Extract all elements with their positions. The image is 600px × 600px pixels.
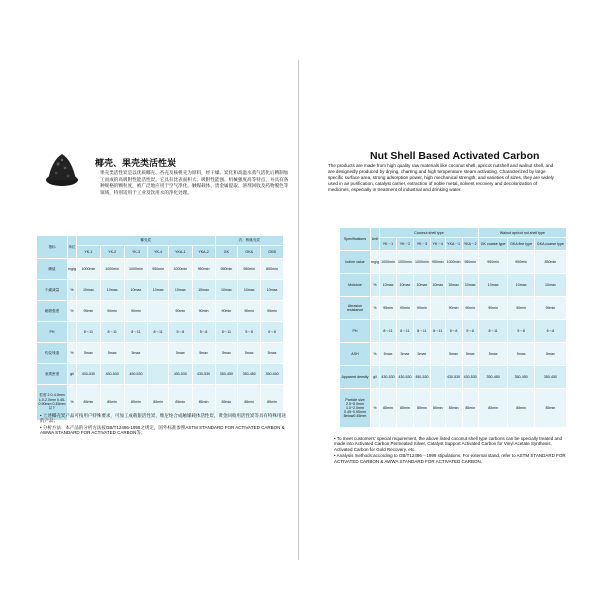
table-cell: 5max — [215, 343, 238, 364]
table-cell: 90min — [238, 301, 261, 322]
column-header: YKA-2 — [192, 246, 215, 259]
table-cell: 5max — [261, 343, 284, 364]
table-cell: 10max — [462, 274, 478, 297]
table-cell: 85min — [430, 389, 445, 428]
left-page — [30, 90, 298, 520]
table-cell: 5max — [100, 343, 124, 364]
table-cell: 10max — [100, 280, 124, 301]
table-cell: g/l — [68, 364, 77, 385]
table-cell: 85min — [148, 385, 169, 421]
table-row — [340, 320, 567, 343]
table-cell: 1000min — [124, 259, 148, 280]
column-header: Unit — [371, 228, 380, 251]
table-cell: 10max — [261, 280, 284, 301]
column-header: YK-1 — [77, 246, 101, 259]
table-cell: 1000min — [445, 251, 462, 274]
table-cell: 5max — [445, 343, 462, 366]
table-cell: 850min — [261, 259, 284, 280]
table-cell: 10max — [215, 280, 238, 301]
table-cell: 85min — [445, 389, 462, 428]
table-cell: % — [371, 274, 380, 297]
table-cell: 10max — [413, 274, 430, 297]
table-cell: 5～8 — [508, 320, 534, 343]
table-cell: 90min — [445, 297, 462, 320]
column-header: YKA-1 — [168, 246, 192, 259]
column-header: GKB — [261, 246, 284, 259]
table-cell: 8～11 — [124, 322, 148, 343]
table-cell: 5max — [534, 343, 566, 366]
row-label: 耐磨强度 — [37, 301, 68, 322]
table-cell: 10max — [238, 280, 261, 301]
table-cell: 90min — [508, 297, 534, 320]
group-header: Walnut apricot nut shell type — [478, 228, 566, 238]
column-header: YK－2 — [396, 238, 413, 251]
table-cell: 1000min — [396, 251, 413, 274]
column-header: Specifications — [340, 228, 371, 251]
column-header: YK-3 — [124, 246, 148, 259]
table-cell: 90min — [168, 301, 192, 322]
table-cell: 430-530 — [77, 364, 101, 385]
table-cell: 950min — [430, 251, 445, 274]
row-label: PH — [37, 322, 68, 343]
group-header: 杏、核桃壳炭 — [215, 236, 284, 246]
table-row — [340, 389, 567, 428]
table-cell: 1000min — [380, 251, 397, 274]
table-cell: 8～11 — [148, 322, 169, 343]
table-cell: 430-530 — [462, 366, 478, 389]
table-cell: 1000min — [77, 259, 101, 280]
column-header: GK — [215, 246, 238, 259]
table-cell: 10max — [124, 280, 148, 301]
table-cell: 90min — [100, 301, 124, 322]
row-label: Moisture — [340, 274, 371, 297]
table-cell: 90min — [192, 301, 215, 322]
row-label: Abrasion resistance — [340, 297, 371, 320]
carbon-pellets-image — [38, 150, 86, 190]
table-cell: 95min — [261, 301, 284, 322]
table-cell: 6～8 — [261, 322, 284, 343]
table-cell: 85min — [168, 385, 192, 421]
table-cell: % — [68, 385, 77, 421]
table-cell: 85min — [396, 389, 413, 428]
table-cell: 1000min — [413, 251, 430, 274]
table-cell: 10max — [192, 280, 215, 301]
table-cell: 85min — [261, 385, 284, 421]
row-label: Apparent density — [340, 366, 371, 389]
table-cell: 5～8 — [168, 322, 192, 343]
table-cell: % — [68, 301, 77, 322]
table-cell: 5max — [478, 343, 508, 366]
column-header: GKA coarse type — [534, 238, 566, 251]
table-cell: 10max — [168, 280, 192, 301]
table-row — [37, 301, 284, 322]
table-cell: 450-530 — [124, 364, 148, 385]
table-cell: 1000min — [168, 259, 192, 280]
intro-paragraph: The products are made from high quality raw materials like coconut shell, apricot nutshell and walnut shell, and are designedly produced by drying, charring and high temperature steam activating. Characterized by large specific surface area, strong adsorption power, high mechanical strength, and varieties of sizes, they are widely used in air purification, catalyst carrier, extraction of noble metal, solvent recovery and decolorization of medicines, especially in treatment of industrial and drinking water. — [328, 163, 554, 192]
table-cell: 5max — [168, 343, 192, 364]
table-cell: 85min — [192, 385, 215, 421]
table-cell: 350-450 — [261, 364, 284, 385]
table-cell: 85min — [534, 389, 566, 428]
row-label: PH — [340, 320, 371, 343]
table-cell: 430-530 — [100, 364, 124, 385]
table-cell: mg/g — [371, 251, 380, 274]
column-header: YK－3 — [413, 238, 430, 251]
page-title: Nut Shell Based Activated Carbon — [370, 150, 540, 162]
column-header: GKA fine type — [508, 238, 534, 251]
page-title: 椰壳、果壳类活性炭 — [95, 158, 177, 168]
table-cell — [430, 343, 445, 366]
table-cell: 5max — [380, 343, 397, 366]
table-cell: 5max — [192, 343, 215, 364]
row-label: Iodine value — [340, 251, 371, 274]
table-cell: 10max — [77, 280, 101, 301]
table-cell: 350-450 — [215, 364, 238, 385]
notes — [40, 413, 290, 437]
table-row — [340, 274, 567, 297]
table-row — [340, 297, 567, 320]
table-cell — [148, 301, 169, 322]
table-cell: % — [68, 343, 77, 364]
table-cell: 95min — [77, 301, 101, 322]
table-cell: 85min — [380, 389, 397, 428]
table-cell: 5max — [238, 343, 261, 364]
table-cell: 8～11 — [396, 320, 413, 343]
row-label: 灼烧残渣 — [37, 343, 68, 364]
spec-table — [36, 235, 284, 421]
note-item: • 分析方法：本产品的分析方法按GB/T12496-1999之规定，国外标准参照ASTM STANDARD FOR ACTIVATED CARBON & AWWA STANDARD FOR ACTIVATED CARBON等； — [40, 424, 285, 436]
table-cell: 10max — [396, 274, 413, 297]
table-cell: 5max — [462, 343, 478, 366]
intro-paragraph: 果壳类活性炭是以优质椰壳、杏壳及核桃壳为原料，经干燥、炭化和高温水蒸气活化后精制加工而成的高吸附性能活性炭。它具有比表面积大、吸附性能强、机械强度高等特点，并具有各种规格的颗粒度，被广泛地应用于空气净化、触媒载体、贵金属提取、溶剂回收及药物脱色等领域，特别适用于工业及饮用水的净化处理。 — [100, 170, 289, 195]
table-cell: 430-530 — [445, 366, 462, 389]
table-cell — [148, 364, 169, 385]
note-item: • To meet customers' special requirement, the above listed coconut shell type carbons can be specially treated and made into Activated Carbon Permeated Silver, Catalyst Support Activated Carbon for Vinyl Acetate Synthesis, Activated Carbon for Gold Recovery, etc. — [334, 436, 562, 452]
table-row — [37, 343, 284, 364]
table-cell: 950min — [192, 259, 215, 280]
group-header: Coconut shell type — [380, 228, 479, 238]
page-fold — [298, 60, 299, 560]
table-cell: 6～8 — [534, 320, 566, 343]
table-cell: 85min — [413, 389, 430, 428]
table-cell: 85min — [508, 389, 534, 428]
note-item: • 上述椰壳炭产品可按用户特殊要求，可加工成载银活性炭、维尼纶合成触媒载体活性炭、黄金回收用活性炭等具有特殊用途的产品； — [40, 413, 286, 424]
table-cell: % — [68, 280, 77, 301]
table-cell — [371, 320, 380, 343]
column-header: 单位 — [68, 236, 77, 259]
table-cell: 950min — [462, 251, 478, 274]
table-row — [340, 251, 567, 274]
table-cell: 5～8 — [238, 322, 261, 343]
table-cell: 850min — [534, 251, 566, 274]
table-cell: 10max — [148, 280, 169, 301]
table-cell: 90min — [396, 297, 413, 320]
table-cell: 85min — [124, 385, 148, 421]
table-cell: 10max — [534, 274, 566, 297]
table-cell: 90min — [124, 301, 148, 322]
row-label: 干燥减量 — [37, 280, 68, 301]
table-cell: 450-530 — [413, 366, 430, 389]
table-row — [340, 343, 567, 366]
table-cell: 8～11 — [413, 320, 430, 343]
table-cell: 430-530 — [396, 366, 413, 389]
column-header: GKA — [238, 246, 261, 259]
table-cell: 85min — [77, 385, 101, 421]
table-cell: 5max — [396, 343, 413, 366]
column-header: YK-4 — [148, 246, 169, 259]
table-cell: mg/g — [68, 259, 77, 280]
column-header: 指标 — [37, 236, 68, 259]
table-cell: 10max — [508, 274, 534, 297]
table-cell: % — [371, 389, 380, 428]
table-cell: g/l — [371, 366, 380, 389]
row-label: ASH — [340, 343, 371, 366]
table-cell: 10max — [445, 274, 462, 297]
table-cell: 8～11 — [430, 320, 445, 343]
table-row — [37, 259, 284, 280]
column-header: YK－4 — [430, 238, 445, 251]
table-row — [37, 280, 284, 301]
table-cell: % — [371, 343, 380, 366]
table-cell: 8～11 — [380, 320, 397, 343]
table-cell: 5max — [508, 343, 534, 366]
table-cell: 5～8 — [192, 322, 215, 343]
table-cell: 95min — [380, 297, 397, 320]
table-row — [340, 366, 567, 389]
table-cell: 90min — [478, 297, 508, 320]
table-cell: 5max — [413, 343, 430, 366]
table-row — [37, 322, 284, 343]
table-cell: 90min — [215, 301, 238, 322]
table-cell: 950min — [148, 259, 169, 280]
table-cell: 5～8 — [445, 320, 462, 343]
row-label: 粒度 2.0-4.0mm 1.0-2.0mm 0.45-0.90mm 0.45mm以下 — [37, 385, 68, 421]
row-label: 表观密度 — [37, 364, 68, 385]
table-cell — [430, 366, 445, 389]
table-cell: 950min — [215, 259, 238, 280]
table-cell: 8～11 — [77, 322, 101, 343]
table-cell: 8～11 — [100, 322, 124, 343]
row-label: Particle size 2.5~5.0mm 1.0~2.0mm 0.45~0.90mm Below0.45mm — [340, 389, 371, 428]
table-row — [37, 364, 284, 385]
table-cell: 95min — [534, 297, 566, 320]
table-cell: 430-530 — [192, 364, 215, 385]
table-cell: 10max — [478, 274, 508, 297]
table-cell: 8～11 — [478, 320, 508, 343]
right-page — [302, 90, 570, 520]
column-header: YK－1 — [380, 238, 397, 251]
table-cell: 90min — [413, 297, 430, 320]
table-cell: % — [371, 297, 380, 320]
notes — [334, 436, 566, 465]
table-cell: 90min — [462, 297, 478, 320]
table-cell: 10max — [430, 274, 445, 297]
table-cell: 85min — [100, 385, 124, 421]
table-cell: 10max — [380, 274, 397, 297]
table-cell: 430-530 — [380, 366, 397, 389]
table-cell: 85min — [238, 385, 261, 421]
table-cell: 5max — [77, 343, 101, 364]
table-cell: 950min — [238, 259, 261, 280]
table-cell: 85min — [462, 389, 478, 428]
table-cell: 5max — [124, 343, 148, 364]
table-cell: 350-450 — [238, 364, 261, 385]
table-cell: 350-450 — [534, 366, 566, 389]
table-cell: 350-450 — [508, 366, 534, 389]
row-label: 碘值 — [37, 259, 68, 280]
table-cell — [430, 297, 445, 320]
table-cell: 950min — [508, 251, 534, 274]
note-item: • Analysis methods:according to GB/T12496－1999 stipulations. For external stand, refer to ASTM STANDARD FOR ACTIVATED CARBON & AWWA STANDARD FOR ACTIVATED CARBON. — [334, 453, 566, 464]
column-header: YKA－1 — [445, 238, 462, 251]
table-cell: 5～8 — [462, 320, 478, 343]
table-cell: 85min — [215, 385, 238, 421]
spec-table — [339, 227, 567, 428]
table-cell: 1000min — [100, 259, 124, 280]
table-cell: 950min — [478, 251, 508, 274]
group-header: 椰壳炭 — [77, 236, 216, 246]
table-cell: 8～11 — [215, 322, 238, 343]
column-header: GK coarse type — [478, 238, 508, 251]
column-header: YKA－2 — [462, 238, 478, 251]
column-header: YK-2 — [100, 246, 124, 259]
table-cell: 350-450 — [478, 366, 508, 389]
table-cell: 430-530 — [168, 364, 192, 385]
table-cell — [68, 322, 77, 343]
table-cell: 85min — [478, 389, 508, 428]
table-cell — [148, 343, 169, 364]
